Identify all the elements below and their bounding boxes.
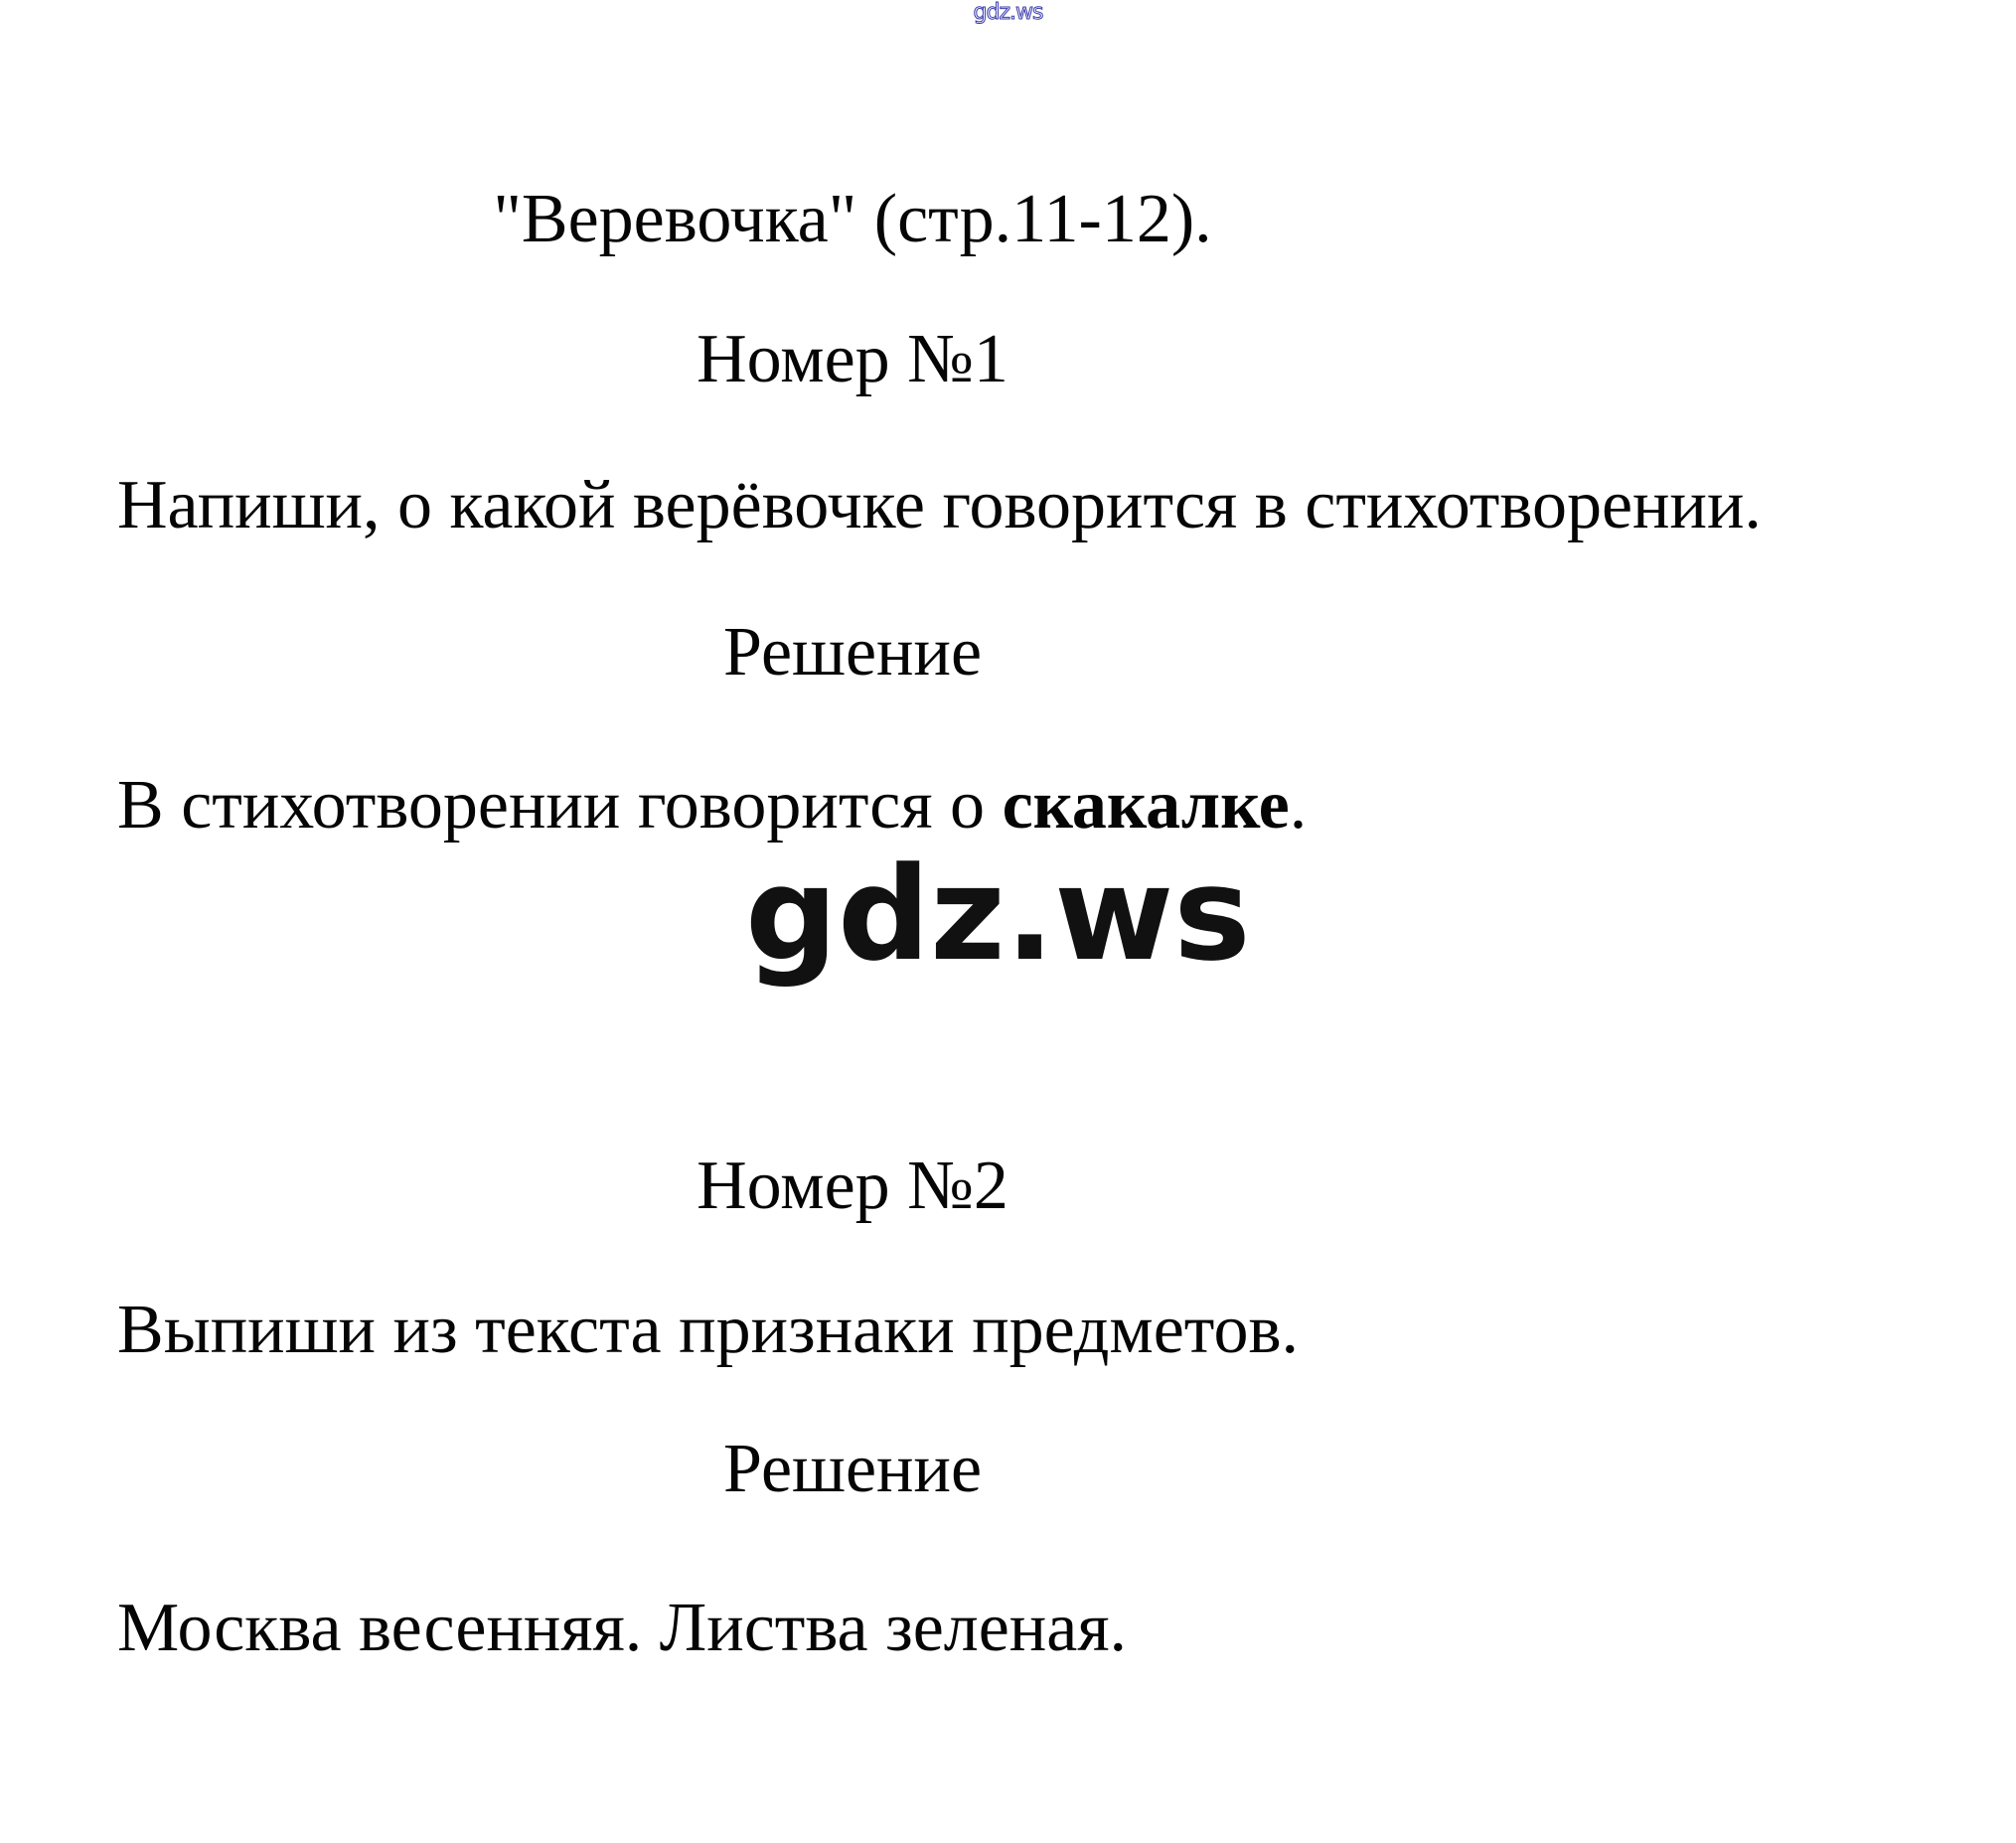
watermark-small: gdz.ws <box>973 0 1043 25</box>
task2-heading: Номер №2 <box>697 1148 1008 1224</box>
page-title: "Веревочка" (стр.11-12). <box>493 181 1212 257</box>
task2-question: Выпиши из текста признаки предметов. <box>117 1292 1300 1368</box>
task1-heading: Номер №1 <box>697 321 1008 397</box>
task1-answer-prefix: В стихотворении говорится о <box>117 767 1003 844</box>
task1-answer <box>117 767 1308 844</box>
task1-answer-suffix: . <box>1289 767 1308 844</box>
task2-answer: Москва весенняя. Листва зеленая. <box>117 1590 1128 1666</box>
watermark-large: gdz.ws <box>745 839 1251 990</box>
task2-solution-label: Решение <box>722 1431 983 1507</box>
task1-solution-label: Решение <box>722 614 983 691</box>
task1-question: Напиши, о какой верёвочке говорится в стихотворении. <box>117 467 1762 543</box>
task1-answer-keyword: скакалке <box>1002 767 1290 844</box>
